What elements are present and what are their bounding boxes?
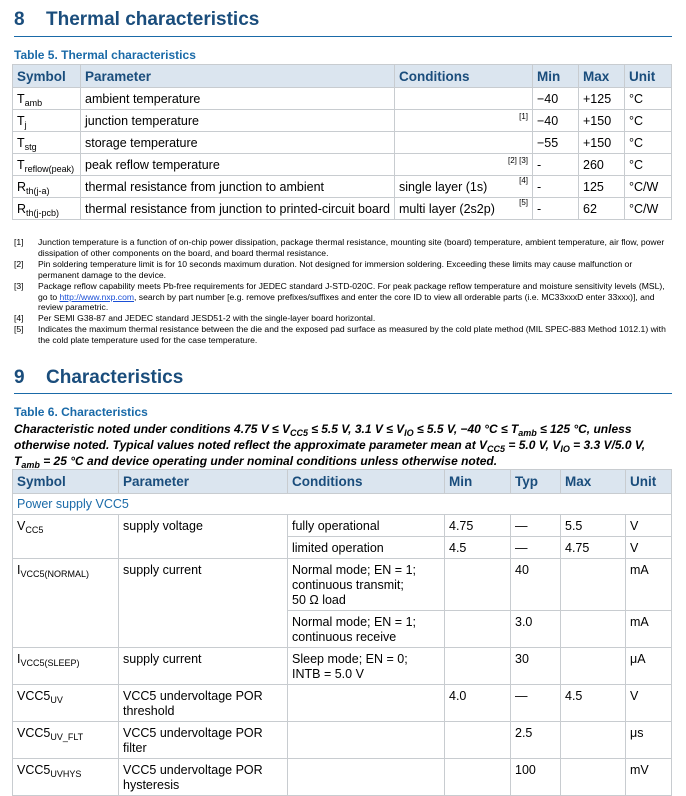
section-title: Thermal characteristics: [46, 9, 260, 30]
max-cell: 5.5: [561, 515, 626, 537]
max-cell: 4.75: [561, 537, 626, 559]
note-reference: [5]: [519, 197, 528, 207]
unit-cell: mA: [626, 559, 672, 611]
table-row: [13, 685, 672, 722]
unit-cell: °C: [625, 88, 672, 110]
conditions-cell: [288, 759, 445, 796]
col-header-max: Max: [561, 470, 626, 494]
col-header-max: Max: [579, 65, 625, 88]
min-cell: -: [533, 176, 579, 198]
col-header-symbol: Symbol: [13, 470, 119, 494]
parameter-cell: junction temperature: [81, 110, 395, 132]
table-row: [13, 759, 672, 796]
table-row: [13, 110, 672, 132]
typ-cell: 30: [511, 648, 561, 685]
unit-cell: μs: [626, 722, 672, 759]
max-cell: [561, 759, 626, 796]
table-row: [13, 132, 672, 154]
min-cell: 4.0: [445, 685, 511, 722]
characteristics-table: [12, 469, 672, 796]
note-reference: [1]: [519, 112, 528, 121]
symbol-cell: $VCC5_{UVHYS}$: [13, 759, 119, 796]
col-header-parameter: Parameter: [119, 470, 288, 494]
col-header-conditions: Conditions: [288, 470, 445, 494]
parameter-cell: ambient temperature: [81, 88, 395, 110]
symbol-cell: $T_{stg}$: [13, 132, 81, 154]
unit-cell: °C/W: [625, 176, 672, 198]
footnote: [3] Package reflow capability meets Pb-free requirements for JEDEC standard J-STD-020C. For peak package reflow temperature and moisture sensitivity levels (MSL), go to http://www.nxp.com, search by part number [e.g. remove prefixes/suffixes and enter the core ID to view all orderable parts (i.e. MC33xxxD enter 33xxx)], and review parametric.: [14, 280, 665, 313]
max-cell: [561, 559, 626, 611]
parameter-cell: VCC5 undervoltage POR filter: [119, 722, 288, 759]
table-row: [13, 176, 672, 198]
parameter-cell: storage temperature: [81, 132, 395, 154]
symbol-cell: $V_{CC5}$: [13, 515, 119, 559]
parameter-cell: peak reflow temperature: [81, 154, 395, 176]
symbol-cell: $R_{th(j-pcb)}$: [13, 198, 81, 220]
symbol-cell: $VCC5_{UV\_FLT}$: [13, 722, 119, 759]
table-header-row: [13, 65, 672, 88]
conditions-cell: fully operational: [288, 515, 445, 537]
symbol-cell: $T_{amb}$: [13, 88, 81, 110]
parameter-cell: thermal resistance from junction to printed-circuit board: [81, 198, 395, 220]
max-cell: +150: [579, 110, 625, 132]
unit-cell: °C: [625, 154, 672, 176]
col-header-min: Min: [533, 65, 579, 88]
col-header-typ: Typ: [511, 470, 561, 494]
typ-cell: —: [511, 685, 561, 722]
conditions-cell: Normal mode; EN = 1; continuous transmit; 50 Ω load: [288, 559, 445, 611]
table-row: [13, 559, 672, 611]
parameter-cell: supply current: [119, 648, 288, 685]
min-cell: −55: [533, 132, 579, 154]
group-row: [13, 494, 672, 515]
table-6-description: Characteristic noted under conditions 4.75 $V \le V_{CC5} \le 5.5$ V, 3.1 $V \le V_{IO} \le 5.5$ V, −40 $^\circ C \le T_{amb} \le 125$ °C, unless otherwise noted. Typical values noted reflect the approximate parameter mean at $V_{CC5} = 5.0$ V, $V_{IO} = 3.3$ V/5.0 V, $T_{amb} = 25$ °C and device operating under nominal conditions unless otherwise noted.: [14, 422, 646, 470]
min-cell: [445, 648, 511, 685]
min-cell: [445, 611, 511, 648]
typ-cell: —: [511, 537, 561, 559]
unit-cell: V: [626, 537, 672, 559]
max-cell: [561, 648, 626, 685]
footnote: [2] Pin soldering temperature limit is for 10 seconds maximum duration. Not designed for immersion soldering. Exceeding these limits may cause malfunction or permanent damage to the device.: [14, 258, 633, 280]
col-header-parameter: Parameter: [81, 65, 395, 88]
parameter-cell: VCC5 undervoltage POR hysteresis: [119, 759, 288, 796]
table-row: [13, 198, 672, 220]
table-row: [13, 88, 672, 110]
symbol-cell: $T_{reflow(peak)}$: [13, 154, 81, 176]
table-row: [13, 722, 672, 759]
conditions-cell: Sleep mode; EN = 0; INTB = 5.0 V: [288, 648, 445, 685]
unit-cell: mA: [626, 611, 672, 648]
col-header-unit: Unit: [625, 65, 672, 88]
max-cell: +150: [579, 132, 625, 154]
unit-cell: V: [626, 515, 672, 537]
symbol-cell: $VCC5_{UV}$: [13, 685, 119, 722]
note-reference: [4]: [519, 175, 528, 185]
conditions-cell: [395, 132, 533, 154]
section-rule: [14, 36, 672, 37]
min-cell: [445, 559, 511, 611]
unit-cell: °C: [625, 132, 672, 154]
col-header-conditions: Conditions: [395, 65, 533, 88]
max-cell: 125: [579, 176, 625, 198]
parameter-cell: supply voltage: [119, 515, 288, 559]
table-row: [13, 515, 672, 537]
section-title: Characteristics: [46, 367, 184, 388]
section-8-heading: [14, 9, 259, 31]
conditions-cell: limited operation: [288, 537, 445, 559]
note-reference: [2] [3]: [507, 156, 528, 165]
table-header-row: [13, 470, 672, 494]
col-header-unit: Unit: [626, 470, 672, 494]
col-header-symbol: Symbol: [13, 65, 81, 88]
conditions-cell: [395, 110, 533, 132]
min-cell: −40: [533, 110, 579, 132]
min-cell: -: [533, 154, 579, 176]
nxp-link[interactable]: http://www.nxp.com: [59, 291, 135, 302]
conditions-cell: multi layer (2s2p) [5]: [395, 198, 533, 220]
unit-cell: °C/W: [625, 198, 672, 220]
typ-cell: 2.5: [511, 722, 561, 759]
max-cell: 260: [579, 154, 625, 176]
parameter-cell: thermal resistance from junction to ambient: [81, 176, 395, 198]
footnote: [5] Indicates the maximum thermal resistance between the die and the exposed pad surface as measured by the cold plate method (MIL SPEC-883 Method 1012.1) with the cold plate temperature used for the case temperature.: [14, 324, 666, 346]
symbol-cell: $I_{VCC5(SLEEP)}$: [13, 648, 119, 685]
min-cell: −40: [533, 88, 579, 110]
section-rule: [14, 393, 672, 394]
section-number: 9: [14, 367, 25, 388]
max-cell: [561, 722, 626, 759]
symbol-cell: $T_j$: [13, 110, 81, 132]
symbol-cell: $R_{th(j-a)}$: [13, 176, 81, 198]
min-cell: [445, 759, 511, 796]
table-row: [13, 154, 672, 176]
max-cell: 62: [579, 198, 625, 220]
parameter-cell: supply current: [119, 559, 288, 648]
thermal-characteristics-table: [12, 64, 672, 220]
parameter-cell: VCC5 undervoltage POR threshold: [119, 685, 288, 722]
unit-cell: V: [626, 685, 672, 722]
footnote: [4] Per SEMI G38-87 and JEDEC standard JESD51-2 with the single-layer board horizontal.: [14, 313, 376, 324]
typ-cell: —: [511, 515, 561, 537]
max-cell: [561, 611, 626, 648]
conditions-cell: [395, 88, 533, 110]
max-cell: 4.5: [561, 685, 626, 722]
group-label: Power supply VCC5: [13, 494, 672, 515]
unit-cell: μA: [626, 648, 672, 685]
max-cell: +125: [579, 88, 625, 110]
typ-cell: 40: [511, 559, 561, 611]
min-cell: -: [533, 198, 579, 220]
col-header-min: Min: [445, 470, 511, 494]
symbol-cell: $I_{VCC5(NORMAL)}$: [13, 559, 119, 648]
typ-cell: 3.0: [511, 611, 561, 648]
conditions-cell: Normal mode; EN = 1; continuous receive: [288, 611, 445, 648]
table-5-footnotes: [14, 237, 674, 346]
conditions-cell: [288, 685, 445, 722]
section-9-heading: [14, 367, 183, 389]
unit-cell: mV: [626, 759, 672, 796]
table-row: [13, 648, 672, 685]
table-5-caption: Table 5. Thermal characteristics: [14, 48, 196, 62]
conditions-cell: [288, 722, 445, 759]
unit-cell: °C: [625, 110, 672, 132]
conditions-cell: single layer (1s) [4]: [395, 176, 533, 198]
conditions-cell: [395, 154, 533, 176]
min-cell: [445, 722, 511, 759]
section-number: 8: [14, 9, 25, 30]
footnote: [1] Junction temperature is a function of on-chip power dissipation, package thermal resistance, mounting site (board) temperature, ambient temperature, air flow, power dissipation of other components on the board, and board thermal resistance.: [14, 237, 665, 258]
min-cell: 4.75: [445, 515, 511, 537]
table-6-caption: Table 6. Characteristics: [14, 405, 148, 419]
typ-cell: 100: [511, 759, 561, 796]
min-cell: 4.5: [445, 537, 511, 559]
